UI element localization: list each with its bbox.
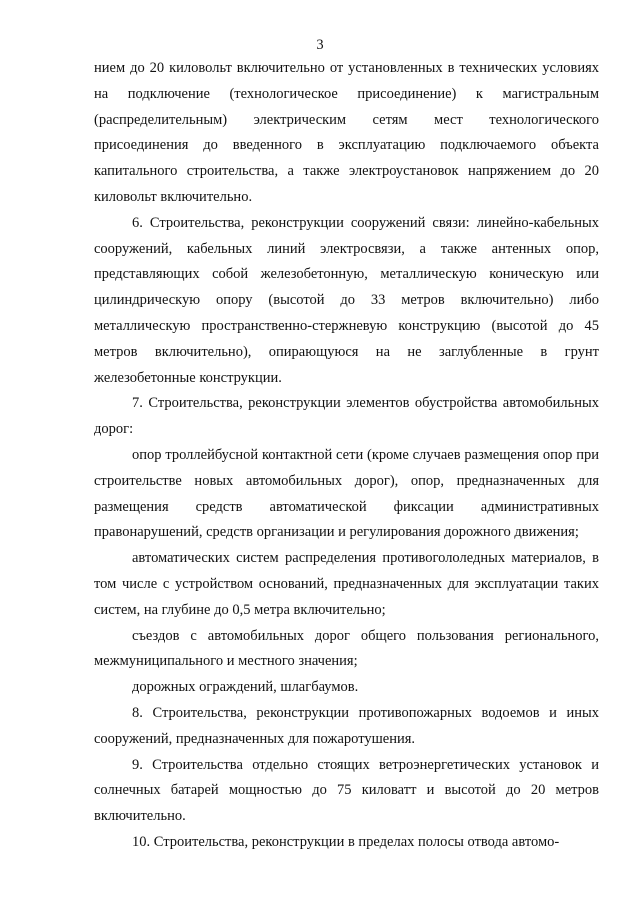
paragraph-item-9: 9. Строительства отдельно стоящих ветроэнергетических установок и солнечных батарей мощностью до 75 киловатт и высотой до 20 метров включительно. [94,756,599,825]
paragraph-item-6: 6. Строительства, реконструкции сооружений связи: линейно-кабельных сооружений, кабельных линий электросвязи, а также антенных опор, представляющих собой железобетонную, металлическую коническую или цилиндрическую опору (высотой до 33 метров включительно) либо металлическую пространственно-стержневую конструкцию (высотой до 45 метров включительно), опирающуюся на не заглубленные в грунт железобетонные конструкции. [94,214,599,386]
paragraph-item-7-trolleybus-supports: опор троллейбусной контактной сети (кроме случаев размещения опор при строительстве новых автомобильных дорог), опор, предназначенных для размещения средств автоматической фиксации административных правонарушений, средств организации и регулирования дорожного движения; [94,446,599,541]
paragraph-item-7: 7. Строительства, реконструкции элементов обустройства автомобильных дорог: [94,395,599,438]
paragraph-item-7-deicing-systems: автоматических систем распределения противогололедных материалов, в том числе с устройством оснований, предназначенных для эксплуатации таких систем, на глубине до 0,5 метра включительно; [94,550,599,618]
paragraph-item-7-road-barriers: дорожных ограждений, шлагбаумов. [132,679,359,696]
paragraph-continuation: нием до 20 киловольт включительно от установленных в технических условиях на подключение (технологическое присоединение) к магистральным (распределительным) электрическим сетям мест технологического присоединения до введенного в эксплуатацию подключаемого объекта капитального строительства, а также электроустановок напряжением до 20 киловольт включительно. [94,60,599,205]
paragraph-item-8: 8. Строительства, реконструкции противопожарных водоемов и иных сооружений, предназначенных для пожаротушения. [94,704,599,747]
paragraph-item-10: 10. Строительства, реконструкции в пределах полосы отвода автомо- [132,833,560,850]
page-number: 3 [316,37,324,53]
paragraph-item-7-road-exits: съездов с автомобильных дорог общего пользования регионального, межмуниципального и местного значения; [94,627,599,670]
document-body [94,56,599,856]
